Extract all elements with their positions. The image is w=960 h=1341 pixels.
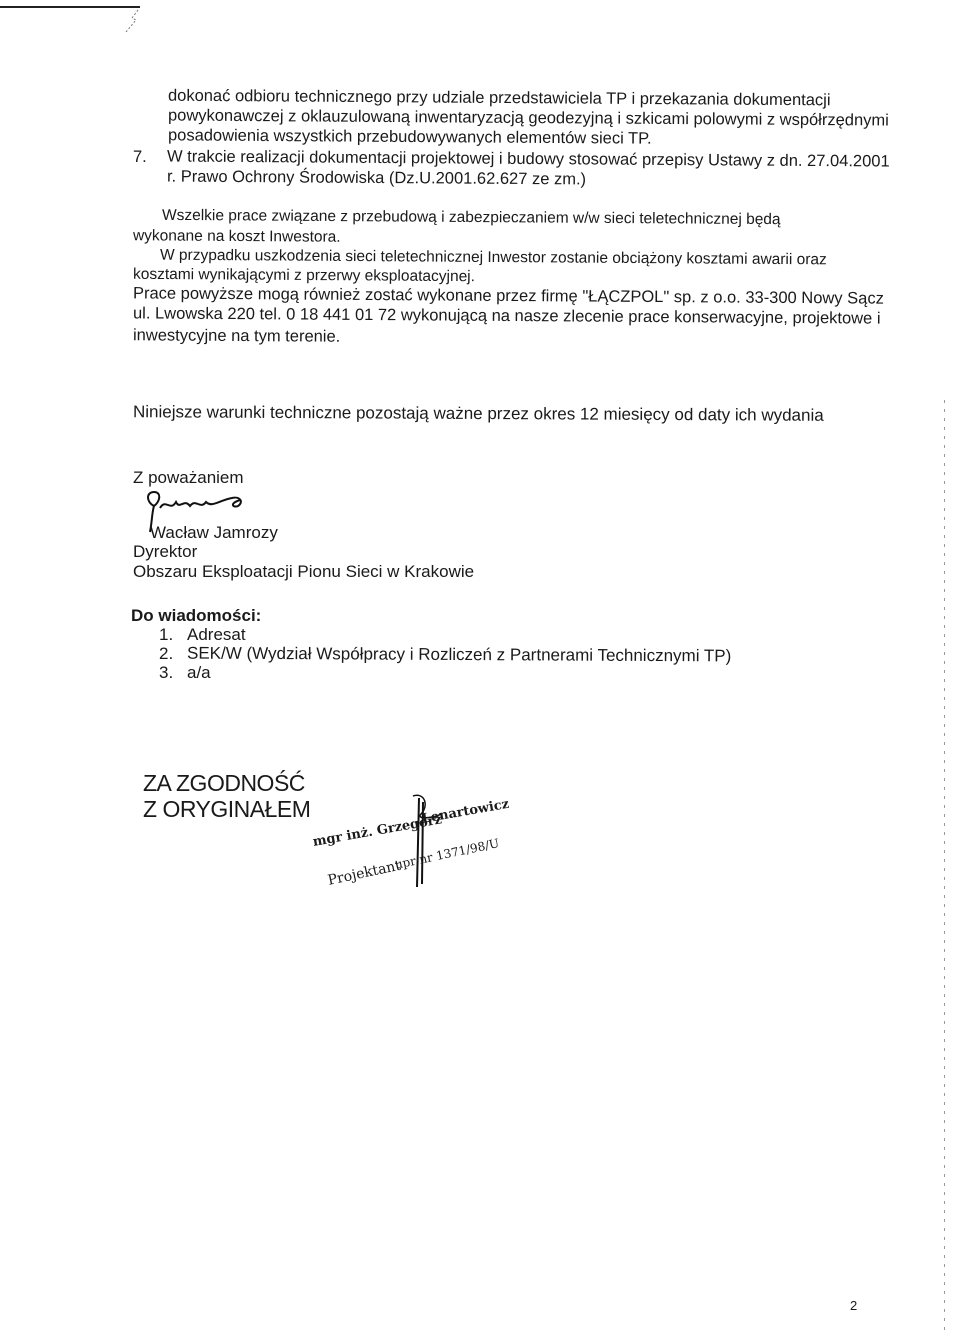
stamp-role: Projektant: [326, 857, 403, 889]
scan-edge: [944, 400, 945, 1330]
distribution-item: SEK/W (Wydział Współpracy i Rozliczeń z Partnerami Technicznymi TP): [186, 643, 732, 666]
page-number: 2: [850, 1298, 858, 1313]
stamp-name-suffix: Lenartowicz: [420, 796, 511, 827]
body-line: posadowienia wszystkich przebudowywanych elementów sieci TP.: [167, 126, 652, 148]
distribution-number: 3.: [159, 663, 174, 682]
body-line: Prace powyższe mogą również zostać wykonane przez firmę "ŁĄCZPOL" sp. z o.o. 33-300 Nowy Sącz: [132, 284, 884, 308]
signatory-title: Dyrektor: [133, 542, 198, 561]
distribution-item: a/a: [187, 663, 211, 682]
closing-greeting: Z poważaniem: [133, 468, 244, 487]
body-line: r. Prawo Ochrony Środowiska (Dz.U.2001.62.627 ze zm.): [166, 167, 587, 189]
distribution-item: Adresat: [187, 625, 246, 644]
body-line: W trakcie realizacji dokumentacji projektowej i budowy stosować przepisy Ustawy z dn. 27.04.2001: [166, 147, 890, 171]
validity-statement: Niniejsze warunki techniczne pozostają ważne przez okres 12 miesięcy od daty ich wydania: [132, 402, 824, 425]
body-line: ul. Lwowska 220 tel. 0 18 441 01 72 wykonującą na nasze zlecenie prace konserwacyjne, projektowe i: [132, 304, 881, 328]
body-line: Wszelkie prace związane z przebudową i zabezpieczaniem w/w sieci teletechnicznej będą: [161, 206, 781, 229]
corner-scribble: [118, 8, 140, 36]
stamp-title: Z ORYGINAŁEM: [143, 796, 311, 822]
distribution-number: 1.: [159, 625, 174, 644]
signatory-department: Obszaru Eksploatacji Pionu Sieci w Krakowie: [133, 562, 475, 581]
stamp-title: ZA ZGODNOŚĆ: [143, 770, 305, 796]
distribution-number: 2.: [159, 644, 174, 663]
stamp-name-prefix: mgr inż. Grzegorz: [311, 812, 443, 850]
distribution-heading: Do wiadomości:: [131, 606, 262, 625]
body-line: dokonać odbioru technicznego przy udziale przedstawiciela TP i przekazania dokumentacji: [167, 86, 831, 110]
stamp-license: upr nr 1371/98/U: [393, 836, 501, 872]
body-line: wykonane na koszt Inwestora.: [132, 227, 341, 246]
body-line: kosztami wynikającymi z przerwy eksploatacyjnej.: [132, 265, 476, 286]
body-line: powykonawczej z oklauzulowaną inwentaryzacją geodezyjną i szkicami polowymi z współrzędnymi: [167, 106, 889, 130]
body-line: W przypadku uszkodzenia sieci teletechnicznej Inwestor zostanie obciążony kosztami awarii oraz: [159, 246, 827, 269]
signatory-name: Wacław Jamrozy: [150, 523, 278, 542]
list-number: 7.: [133, 148, 147, 166]
body-line: inwestycyjne na tym terenie.: [132, 326, 341, 346]
